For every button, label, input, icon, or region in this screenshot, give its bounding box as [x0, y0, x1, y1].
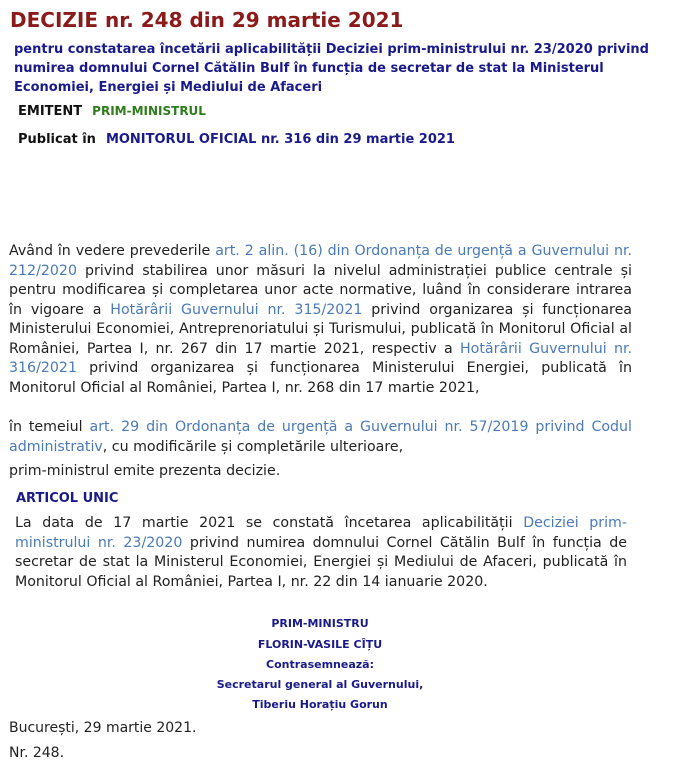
document-subtitle: pentru constatarea încetării aplicabilității Deciziei prim-ministrului nr. 23/2020 privind numirea domnului Cornel Cătălin Bulf în funcția de secretar de stat la Ministerul Economiei, Energiei și Mediului de Afaceri	[14, 42, 649, 95]
article-text: La data de 17 martie 2021 se constată încetarea aplicabilității	[15, 515, 524, 531]
countersign-role: Secretarul general al Guvernului,	[216, 678, 424, 691]
preamble-text: privind organizarea și funcționarea Ministerului Economiei, Antreprenoriatului și Turismului, publicată în Monitorul Oficial al României, Partea I, nr. 267 din 17 martie 2021, respectiv a	[9, 301, 632, 357]
article-body	[15, 514, 627, 592]
countersign-label: Contrasemnează:	[266, 658, 374, 671]
emitent-row	[18, 104, 206, 119]
signature-title: PRIM-MINISTRU	[271, 617, 369, 630]
article-text: privind numirea domnului Cornel Cătălin Bulf în funcția de secretar de stat la Ministerul Economiei, Energiei și Mediului de Afaceri, publicată în Monitorul Oficial al României, Partea I, nr. 22 din 14 ianuarie 2020.	[15, 534, 627, 590]
link-decizie-23-2020[interactable]: Deciziei prim-ministrului nr. 23/2020	[15, 515, 627, 551]
emitent-value: PRIM-MINISTRUL	[92, 104, 206, 118]
link-hg-316-2021[interactable]: Hotărârii Guvernului nr. 316/2021	[9, 340, 632, 376]
article-heading: ARTICOL UNIC	[16, 491, 119, 506]
link-oug-57-2019[interactable]: art. 29 din Ordonanța de urgență a Guvernului nr. 57/2019 privind Codul administrativ	[9, 419, 632, 455]
preamble-paragraph-1	[9, 242, 632, 398]
place-date: București, 29 martie 2021.	[9, 720, 197, 736]
preamble-paragraph-3: prim-ministrul emite prezenta decizie.	[9, 463, 281, 479]
document-title: DECIZIE nr. 248 din 29 martie 2021	[10, 8, 404, 32]
link-oug-212-2020[interactable]: art. 2 alin. (16) din Ordonanța de urgență a Guvernului nr. 212/2020	[9, 243, 632, 279]
publicat-value: MONITORUL OFICIAL nr. 316 din 29 martie 2021	[105, 132, 455, 147]
publicat-label: Publicat în	[18, 132, 96, 147]
preamble-text: Având în vedere prevederile	[9, 243, 216, 259]
preamble-text: privind stabilirea unor măsuri la nivelul administrației publice centrale și pentru modificarea și completarea unor acte normative, luând în considerare intrarea în vigoare a	[9, 262, 632, 318]
preamble-text: în temeiul	[9, 419, 90, 435]
preamble-paragraph-2	[9, 418, 632, 457]
link-hg-315-2021[interactable]: Hotărârii Guvernului nr. 315/2021	[110, 301, 363, 318]
preamble-text: privind organizarea și funcționarea Ministerului Energiei, publicată în Monitorul Oficial al României, Partea I, nr. 268 din 17 martie 2021,	[9, 360, 632, 396]
signature-name: FLORIN-VASILE CÎȚU	[257, 638, 383, 651]
emitent-label: EMITENT	[18, 104, 83, 119]
preamble-text: , cu modificările și completările ulterioare,	[102, 438, 404, 455]
document-number: Nr. 248.	[9, 745, 65, 761]
publicat-row	[18, 132, 455, 147]
countersign-name: Tiberiu Horațiu Gorun	[252, 698, 388, 711]
